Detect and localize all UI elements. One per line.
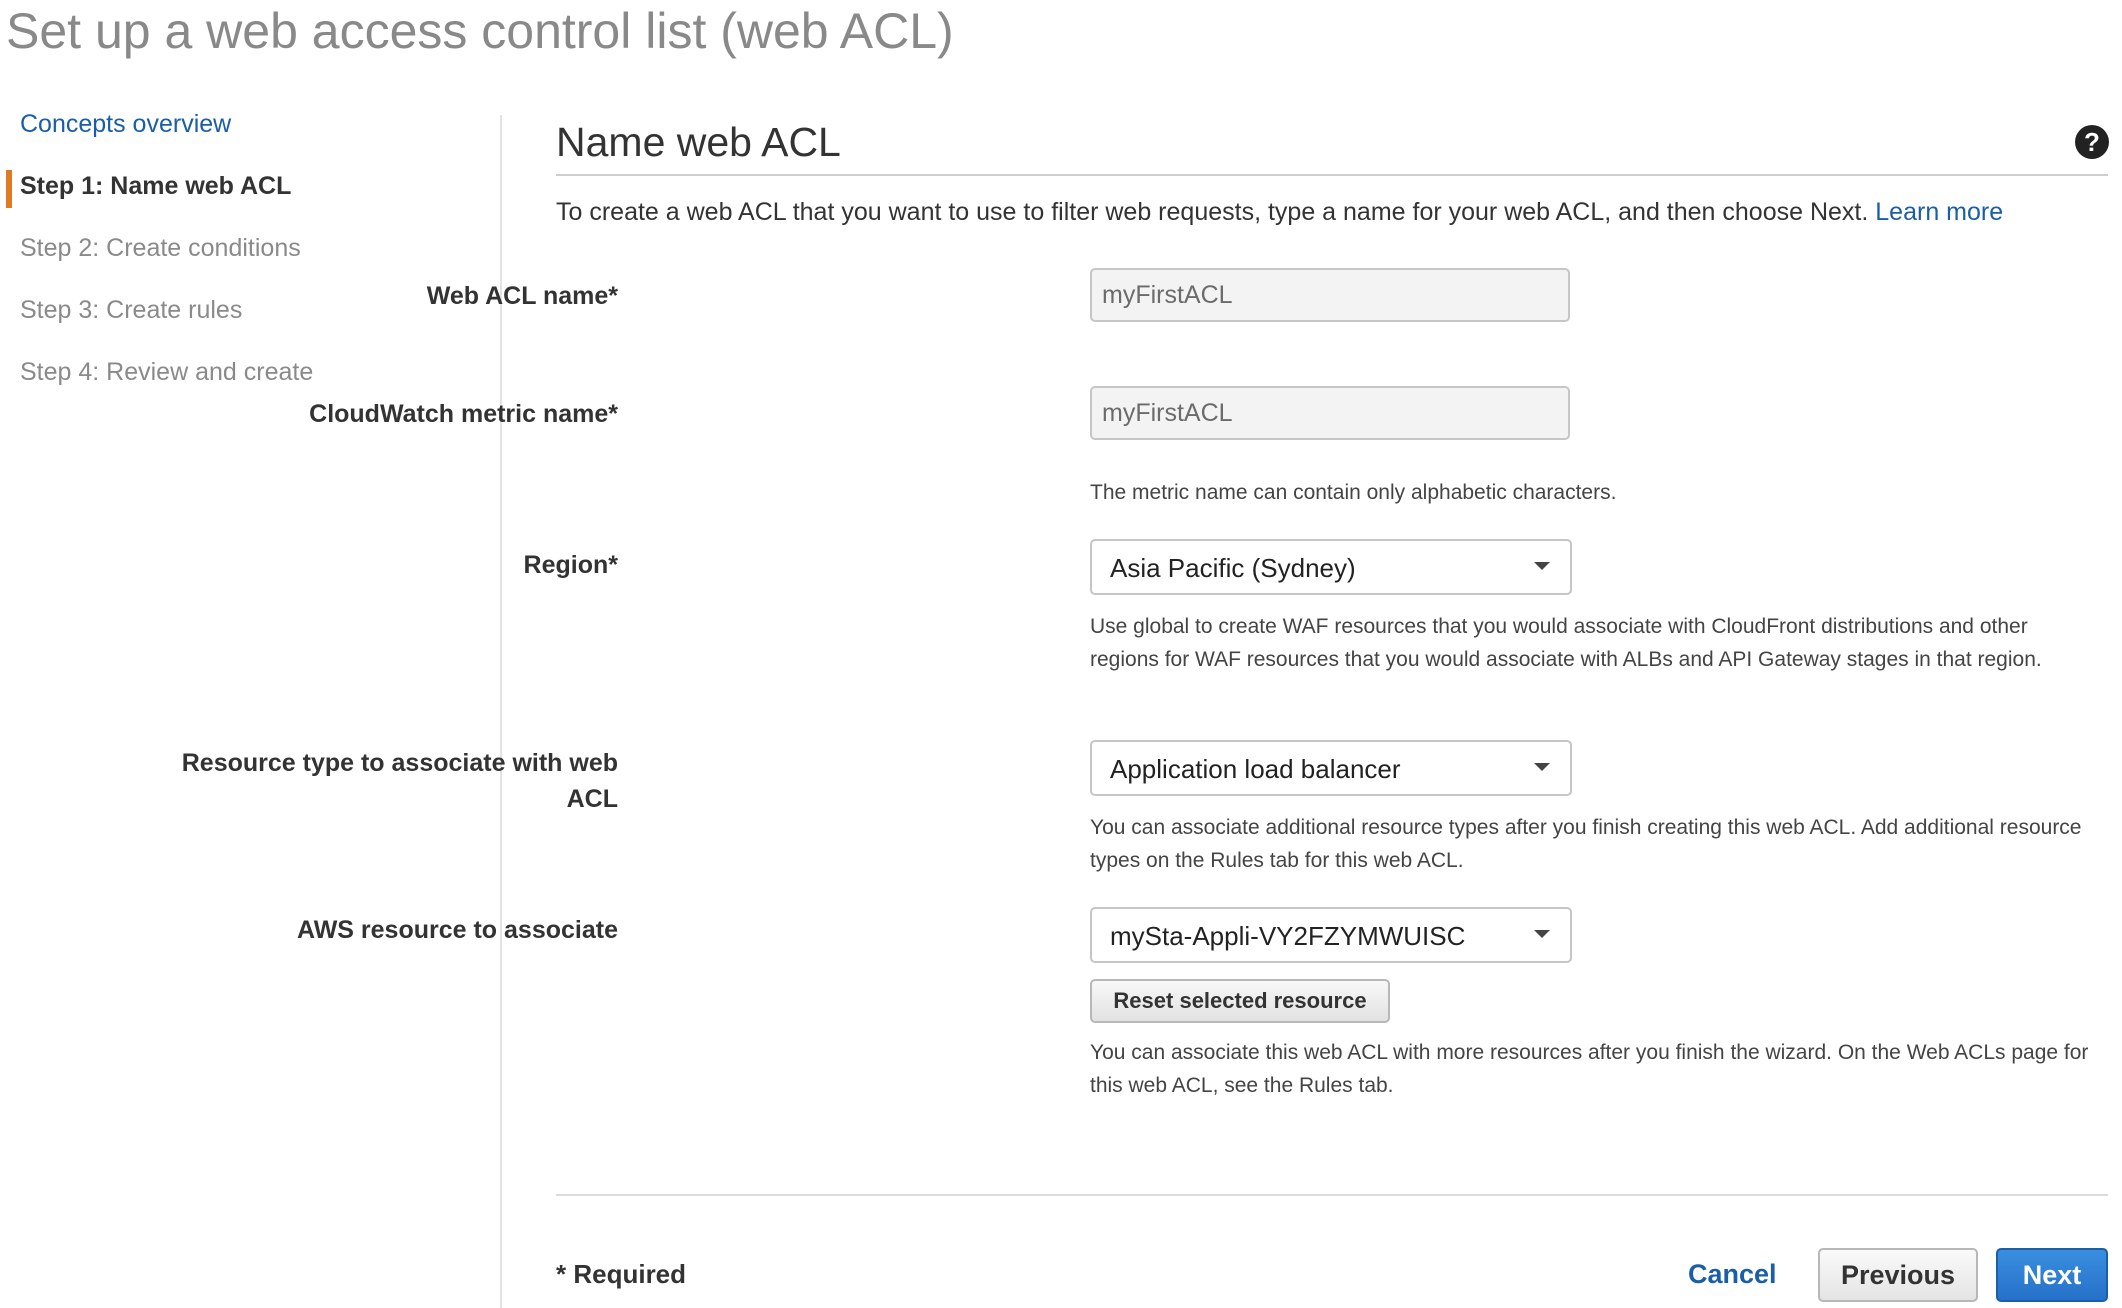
region-hint: Use global to create WAF resources that you would associate with CloudFront distributions and other regions for WAF resources that you would associate with ALBs and API Gateway stages in that region. [1090,615,2042,671]
region-selected-value: Asia Pacific (Sydney) [1110,553,1356,583]
required-note: * Required [556,1259,687,1289]
cloudwatch-metric-name-label: CloudWatch metric name* [309,400,618,428]
learn-more-link[interactable]: Learn more [1875,198,2004,226]
section-divider [556,174,2108,176]
sidebar-item-step-2: Step 2: Create conditions [20,234,301,262]
web-acl-name-label: Web ACL name* [426,282,618,310]
page-title: Set up a web access control list (web ACL) [6,3,954,59]
region-select[interactable] [1090,539,1572,595]
sidebar-item-concepts-overview[interactable]: Concepts overview [20,110,232,138]
resource-type-label-line1: Resource type to associate with web [181,749,618,777]
web-acl-name-input[interactable] [1090,268,1570,322]
chevron-down-icon [1534,562,1550,570]
previous-button[interactable]: Previous [1818,1248,1978,1302]
aws-resource-label: AWS resource to associate [297,916,618,944]
question-circle-icon[interactable]: ? [2075,125,2109,159]
region-label: Region* [523,551,618,579]
resource-type-selected-value: Application load balancer [1110,754,1401,784]
reset-selected-resource-button[interactable]: Reset selected resource [1090,979,1390,1023]
cancel-button[interactable]: Cancel [1688,1259,1777,1289]
sidebar-item-step-1[interactable]: Step 1: Name web ACL [20,172,292,200]
aws-resource-select[interactable] [1090,907,1572,963]
intro-text [556,194,2003,230]
section-title: Name web ACL [556,119,841,165]
intro-description: To create a web ACL that you want to use to filter web requests, type a name for your web ACL, and then choose Next. [556,198,1869,226]
active-step-marker [6,170,12,208]
cloudwatch-metric-name-input[interactable] [1090,386,1570,440]
sidebar-item-step-4: Step 4: Review and create [20,358,314,386]
chevron-down-icon [1534,763,1550,771]
resource-type-hint: You can associate additional resource types after you finish creating this web ACL. Add additional resource types on the Rules tab for this web ACL. [1090,816,2082,872]
resource-type-label-line2: ACL [566,785,618,813]
next-button[interactable]: Next [1996,1248,2108,1302]
resource-type-select[interactable] [1090,740,1572,796]
cloudwatch-metric-hint: The metric name can contain only alphabetic characters. [1090,481,1617,504]
resource-type-label [182,745,618,817]
chevron-down-icon [1534,930,1550,938]
aws-resource-hint: You can associate this web ACL with more resources after you finish the wizard. On the Web ACLs page for this web ACL, see the Rules tab. [1090,1041,2089,1097]
footer-divider [556,1194,2108,1196]
aws-resource-selected-value: mySta-Appli-VY2FZYMWUISC [1110,921,1466,951]
sidebar-item-step-3: Step 3: Create rules [20,296,243,324]
